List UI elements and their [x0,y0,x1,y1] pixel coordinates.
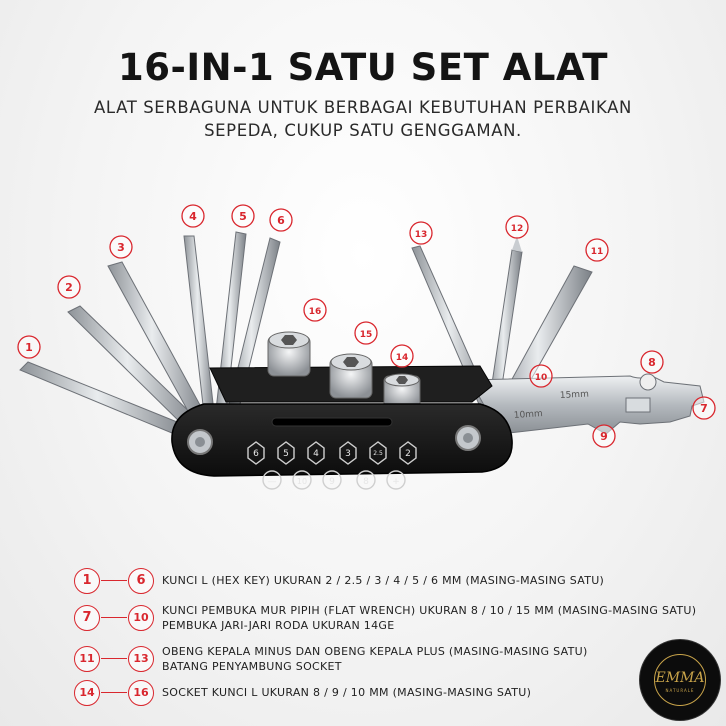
socket-14 [384,374,420,408]
legend-text: KUNCI L (HEX KEY) UKURAN 2 / 2.5 / 3 / 4 / 5 / 6 MM (MASING-MASING SATU) [162,574,605,587]
socket-15 [330,354,372,398]
mark-plus: + [392,477,400,487]
wrench-label-10mm: 10mm [513,408,544,421]
legend-text: KUNCI PEMBUKA MUR PIPIH (FLAT WRENCH) UKURAN 8 / 10 / 15 MM (MASING-MASING SATU) [162,604,697,617]
callout-3 [110,236,132,258]
callout-16 [304,299,326,321]
svg-text:6: 6 [277,214,285,227]
svg-text:10: 10 [534,373,548,383]
callout-4 [182,205,204,227]
svg-text:5: 5 [239,210,247,223]
brand-logo-word: EMMA [655,670,705,686]
svg-text:14: 14 [395,353,409,363]
mark-2: 2 [405,449,411,459]
mark-8: 8 [363,477,369,487]
range-end: 6 [128,568,154,594]
legend-text: BATANG PENYAMBUNG SOCKET [162,660,342,673]
callout-9 [593,425,615,447]
legend-range [74,605,156,631]
svg-text:4: 4 [189,210,197,223]
range-start: 14 [74,680,100,706]
range-end: 10 [128,605,154,631]
svg-text:11: 11 [590,247,604,257]
range-end: 16 [128,680,154,706]
callout-7 [693,397,715,419]
range-start: 11 [74,646,100,672]
legend-range [74,568,156,594]
brand-logo-sub: NATURALE [665,688,695,693]
svg-text:7: 7 [700,402,708,415]
svg-text:16: 16 [308,307,322,317]
callout-6 [270,209,292,231]
range-start: 1 [74,568,100,594]
range-start: 7 [74,605,100,631]
mark-3: 3 [345,449,351,459]
callout-12 [506,216,528,238]
callout-11 [586,239,608,261]
callout-14 [391,345,413,367]
callout-10 [530,365,552,387]
mark-5: 5 [283,449,289,459]
brand-logo [640,640,720,720]
size-marking-bottom-labels [268,477,400,487]
svg-text:8: 8 [648,356,656,369]
mark-4: 4 [313,449,319,459]
legend-text: SOCKET KUNCI L UKURAN 8 / 9 / 10 MM (MASING-MASING SATU) [162,686,532,699]
legend-text: OBENG KEPALA MINUS DAN OBENG KEPALA PLUS (MASING-MASING SATU) [162,645,588,658]
svg-text:15: 15 [359,330,373,340]
page-subtitle: ALAT SERBAGUNA UNTUK BERBAGAI KEBUTUHAN PERBAIKAN SEPEDA, CUKUP SATU GENGGAMAN. [94,98,632,140]
svg-text:3: 3 [117,241,125,254]
mark-6: 6 [253,449,259,459]
page-title: 16-IN-1 SATU SET ALAT [118,46,608,89]
callout-5 [232,205,254,227]
svg-text:12: 12 [510,224,524,234]
svg-text:13: 13 [414,230,428,240]
callout-2 [58,276,80,298]
legend-range [74,646,156,672]
callout-13 [410,222,432,244]
svg-text:1: 1 [25,341,33,354]
callout-8 [641,351,663,373]
svg-text:2: 2 [65,281,73,294]
range-end: 13 [128,646,154,672]
callout-1 [18,336,40,358]
legend-text: PEMBUKA JARI-JARI RODA UKURAN 14GE [162,619,395,632]
mark-10: 10 [296,477,308,486]
multitool-illustration [0,190,726,520]
svg-text:9: 9 [600,430,608,443]
wrench-label-15mm: 15mm [559,389,590,401]
legend-range [74,680,156,706]
mark-2-5: 2.5 [373,450,383,457]
callout-15 [355,322,377,344]
mark-minus: — [267,477,277,487]
socket-16 [268,332,310,376]
mark-9: 9 [329,477,335,487]
